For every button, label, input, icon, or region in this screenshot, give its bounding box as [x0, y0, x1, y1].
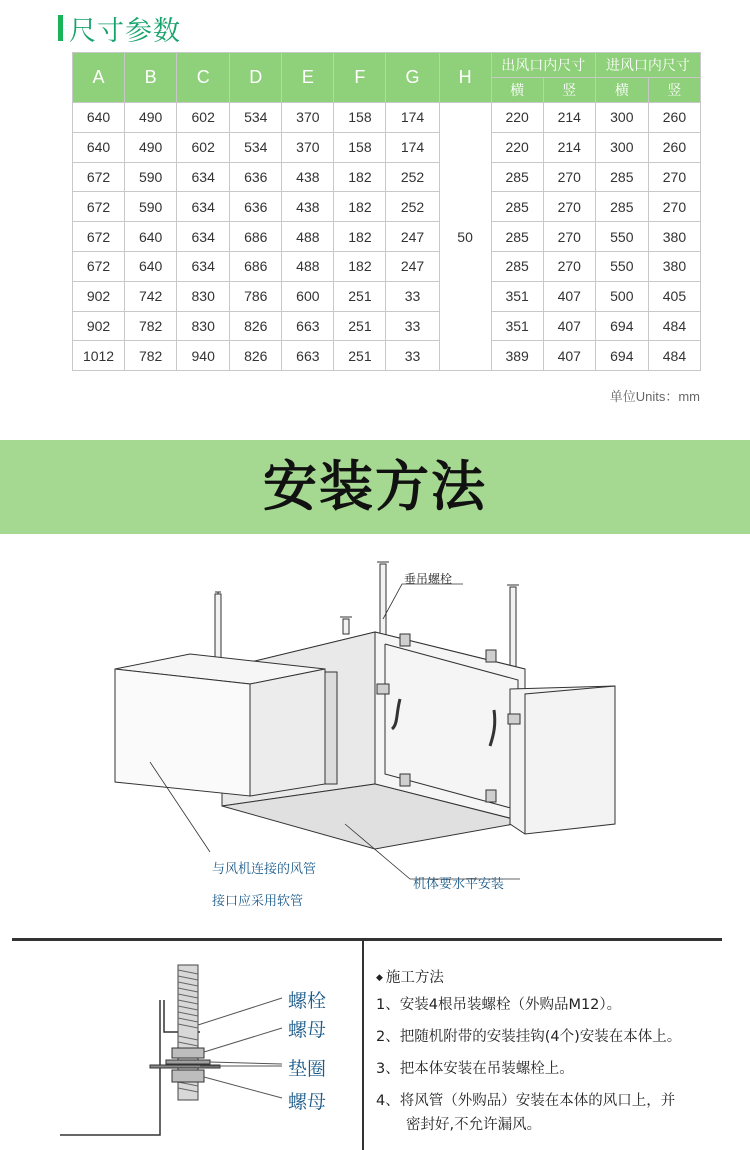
col-header-c: C — [177, 53, 230, 103]
table-cell: 600 — [282, 281, 334, 311]
table-cell: 534 — [230, 103, 282, 133]
table-cell: 663 — [282, 341, 334, 371]
label-level: 机体要水平安装 — [413, 877, 505, 892]
table-cell: 220 — [491, 132, 543, 162]
table-cell: 550 — [595, 222, 648, 252]
table-row — [73, 311, 701, 341]
hanging-hook — [377, 684, 389, 694]
table-cell: 252 — [386, 162, 439, 192]
table-row — [73, 222, 701, 252]
table-cell: 407 — [543, 281, 595, 311]
table-cell: 270 — [543, 162, 595, 192]
table-cell: 270 — [648, 162, 700, 192]
outlet-horizontal-header: 横 — [491, 78, 543, 103]
table-row — [73, 162, 701, 192]
table-cell: 640 — [73, 103, 125, 133]
bolt-detail-figure — [0, 940, 362, 1150]
section-title: 尺寸参数 — [69, 15, 181, 47]
col-header-f: F — [334, 53, 386, 103]
banner-title: 安装方法 — [263, 455, 487, 518]
label-duct: 与风机连接的风管 — [212, 862, 317, 877]
dimension-table — [72, 52, 701, 371]
table-cell: 285 — [595, 192, 648, 222]
table-cell: 251 — [334, 341, 386, 371]
table-cell: 214 — [543, 103, 595, 133]
col-header-d: D — [230, 53, 282, 103]
table-cell: 634 — [177, 222, 230, 252]
step-item-continuation: 密封好,不允许漏风。 — [406, 1117, 542, 1133]
table-cell: 902 — [73, 281, 125, 311]
col-group-inlet: 进风口内尺寸 — [595, 53, 700, 78]
col-header-g: G — [386, 53, 439, 103]
table-cell: 640 — [125, 251, 177, 281]
table-row — [73, 192, 701, 222]
table-cell: 220 — [491, 103, 543, 133]
hanging-rod — [340, 617, 352, 634]
table-cell: 636 — [230, 192, 282, 222]
step-item: 2、把随机附带的安装挂钩(4个)安装在本体上。 — [376, 1029, 682, 1045]
table-cell: 182 — [334, 192, 386, 222]
table-cell: 300 — [595, 132, 648, 162]
table-cell: 590 — [125, 192, 177, 222]
table-cell: 285 — [491, 251, 543, 281]
table-cell: 351 — [491, 311, 543, 341]
table-cell: 270 — [543, 222, 595, 252]
table-cell: 33 — [386, 311, 439, 341]
hanging-rod — [215, 592, 221, 659]
table-cell: 389 — [491, 341, 543, 371]
label-hanging-bolt: 垂吊螺栓 — [404, 572, 453, 586]
table-cell: 405 — [648, 281, 700, 311]
table-cell: 663 — [282, 311, 334, 341]
table-cell: 214 — [543, 132, 595, 162]
inlet-horizontal-header: 横 — [595, 78, 648, 103]
table-cell: 251 — [334, 311, 386, 341]
table-cell: 902 — [73, 311, 125, 341]
table-cell: 252 — [386, 192, 439, 222]
hanging-hook — [400, 634, 410, 646]
table-cell: 260 — [648, 103, 700, 133]
table-cell: 742 — [125, 281, 177, 311]
table-cell: 380 — [648, 251, 700, 281]
table-cell: 830 — [177, 311, 230, 341]
table-cell: 270 — [543, 192, 595, 222]
col-header-e: E — [282, 53, 334, 103]
table-cell: 285 — [491, 162, 543, 192]
table-cell: 158 — [334, 132, 386, 162]
washer — [166, 1060, 210, 1064]
table-cell: 285 — [595, 162, 648, 192]
label-nut-bottom: 螺母 — [288, 1091, 327, 1113]
outlet-vertical-header: 竖 — [543, 78, 595, 103]
hanging-hook — [486, 650, 496, 662]
table-cell: 672 — [73, 162, 125, 192]
table-cell: 940 — [177, 341, 230, 371]
hanging-hook — [486, 790, 496, 802]
inlet-duct-front — [115, 669, 250, 796]
table-cell: 370 — [282, 132, 334, 162]
table-cell: 640 — [73, 132, 125, 162]
table-cell: 672 — [73, 251, 125, 281]
table-cell: 602 — [177, 103, 230, 133]
table-cell: 182 — [334, 162, 386, 192]
table-cell: 300 — [595, 103, 648, 133]
table-cell: 158 — [334, 103, 386, 133]
mounting-bracket — [60, 1000, 160, 1135]
table-cell: 640 — [125, 222, 177, 252]
steps-title: ◆ 施工方法 — [376, 966, 736, 987]
table-cell: 590 — [125, 162, 177, 192]
flexible-connector — [325, 672, 337, 784]
table-cell: 686 — [230, 222, 282, 252]
heading-accent-bar — [58, 15, 63, 41]
section-heading — [58, 10, 181, 46]
table-cell: 634 — [177, 162, 230, 192]
table-cell-h: 50 — [439, 103, 491, 371]
table-cell: 672 — [73, 222, 125, 252]
table-cell: 550 — [595, 251, 648, 281]
table-row — [73, 132, 701, 162]
table-cell: 285 — [491, 192, 543, 222]
table-cell: 251 — [334, 281, 386, 311]
install-banner — [0, 440, 750, 534]
table-cell: 174 — [386, 103, 439, 133]
table-row — [73, 281, 701, 311]
table-cell: 694 — [595, 311, 648, 341]
table-cell: 634 — [177, 251, 230, 281]
label-nut-top: 螺母 — [288, 1019, 327, 1041]
table-cell: 33 — [386, 341, 439, 371]
table-cell: 438 — [282, 192, 334, 222]
table-cell: 826 — [230, 341, 282, 371]
table-cell: 407 — [543, 311, 595, 341]
label-soft-pipe: 接口应采用软管 — [212, 894, 304, 909]
table-row — [73, 341, 701, 371]
table-row — [73, 251, 701, 281]
table-cell: 380 — [648, 222, 700, 252]
construction-steps — [376, 966, 736, 1148]
installation-diagram — [0, 534, 750, 934]
table-cell: 488 — [282, 222, 334, 252]
col-header-h: H — [439, 53, 491, 103]
step-item: 1、安装4根吊装螺栓（外购品M12）。 — [376, 997, 622, 1013]
table-cell: 490 — [125, 103, 177, 133]
hanging-hook — [508, 714, 520, 724]
inlet-vertical-header: 竖 — [648, 78, 700, 103]
table-cell: 351 — [491, 281, 543, 311]
table-cell: 270 — [648, 192, 700, 222]
table-cell: 438 — [282, 162, 334, 192]
label-washer: 垫圈 — [288, 1058, 327, 1080]
outlet-duct — [510, 686, 615, 834]
table-cell: 826 — [230, 311, 282, 341]
table-cell: 602 — [177, 132, 230, 162]
table-cell: 488 — [282, 251, 334, 281]
table-cell: 247 — [386, 251, 439, 281]
col-group-outlet: 出风口内尺寸 — [491, 53, 595, 78]
table-cell: 370 — [282, 103, 334, 133]
hanging-hook — [400, 774, 410, 786]
table-cell: 786 — [230, 281, 282, 311]
table-cell: 182 — [334, 251, 386, 281]
table-cell: 1012 — [73, 341, 125, 371]
col-header-b: B — [125, 53, 177, 103]
table-cell: 407 — [543, 341, 595, 371]
table-cell: 33 — [386, 281, 439, 311]
table-cell: 484 — [648, 341, 700, 371]
step-item: 4、将风管（外购品）安装在本体的风口上，并 — [376, 1093, 676, 1109]
column-divider — [362, 940, 364, 1150]
table-cell: 174 — [386, 132, 439, 162]
table-cell: 534 — [230, 132, 282, 162]
nut-top — [172, 1048, 204, 1058]
step-item: 3、把本体安装在吊装螺栓上。 — [376, 1061, 574, 1077]
table-cell: 672 — [73, 192, 125, 222]
table-cell: 484 — [648, 311, 700, 341]
table-cell: 500 — [595, 281, 648, 311]
table-cell: 182 — [334, 222, 386, 252]
table-cell: 634 — [177, 192, 230, 222]
table-cell: 260 — [648, 132, 700, 162]
table-cell: 830 — [177, 281, 230, 311]
table-cell: 490 — [125, 132, 177, 162]
nut-bottom — [172, 1070, 204, 1082]
unit-label: 单位Units：mm — [609, 389, 700, 404]
table-cell: 782 — [125, 311, 177, 341]
table-cell: 285 — [491, 222, 543, 252]
col-header-a: A — [73, 53, 125, 103]
table-cell: 694 — [595, 341, 648, 371]
table-body — [73, 103, 701, 371]
table-cell: 247 — [386, 222, 439, 252]
table-cell: 782 — [125, 341, 177, 371]
inlet-duct-side — [250, 669, 325, 796]
table-cell: 636 — [230, 162, 282, 192]
table-row — [73, 103, 701, 133]
table-cell: 686 — [230, 251, 282, 281]
label-bolt: 螺栓 — [288, 990, 327, 1012]
table-cell: 270 — [543, 251, 595, 281]
